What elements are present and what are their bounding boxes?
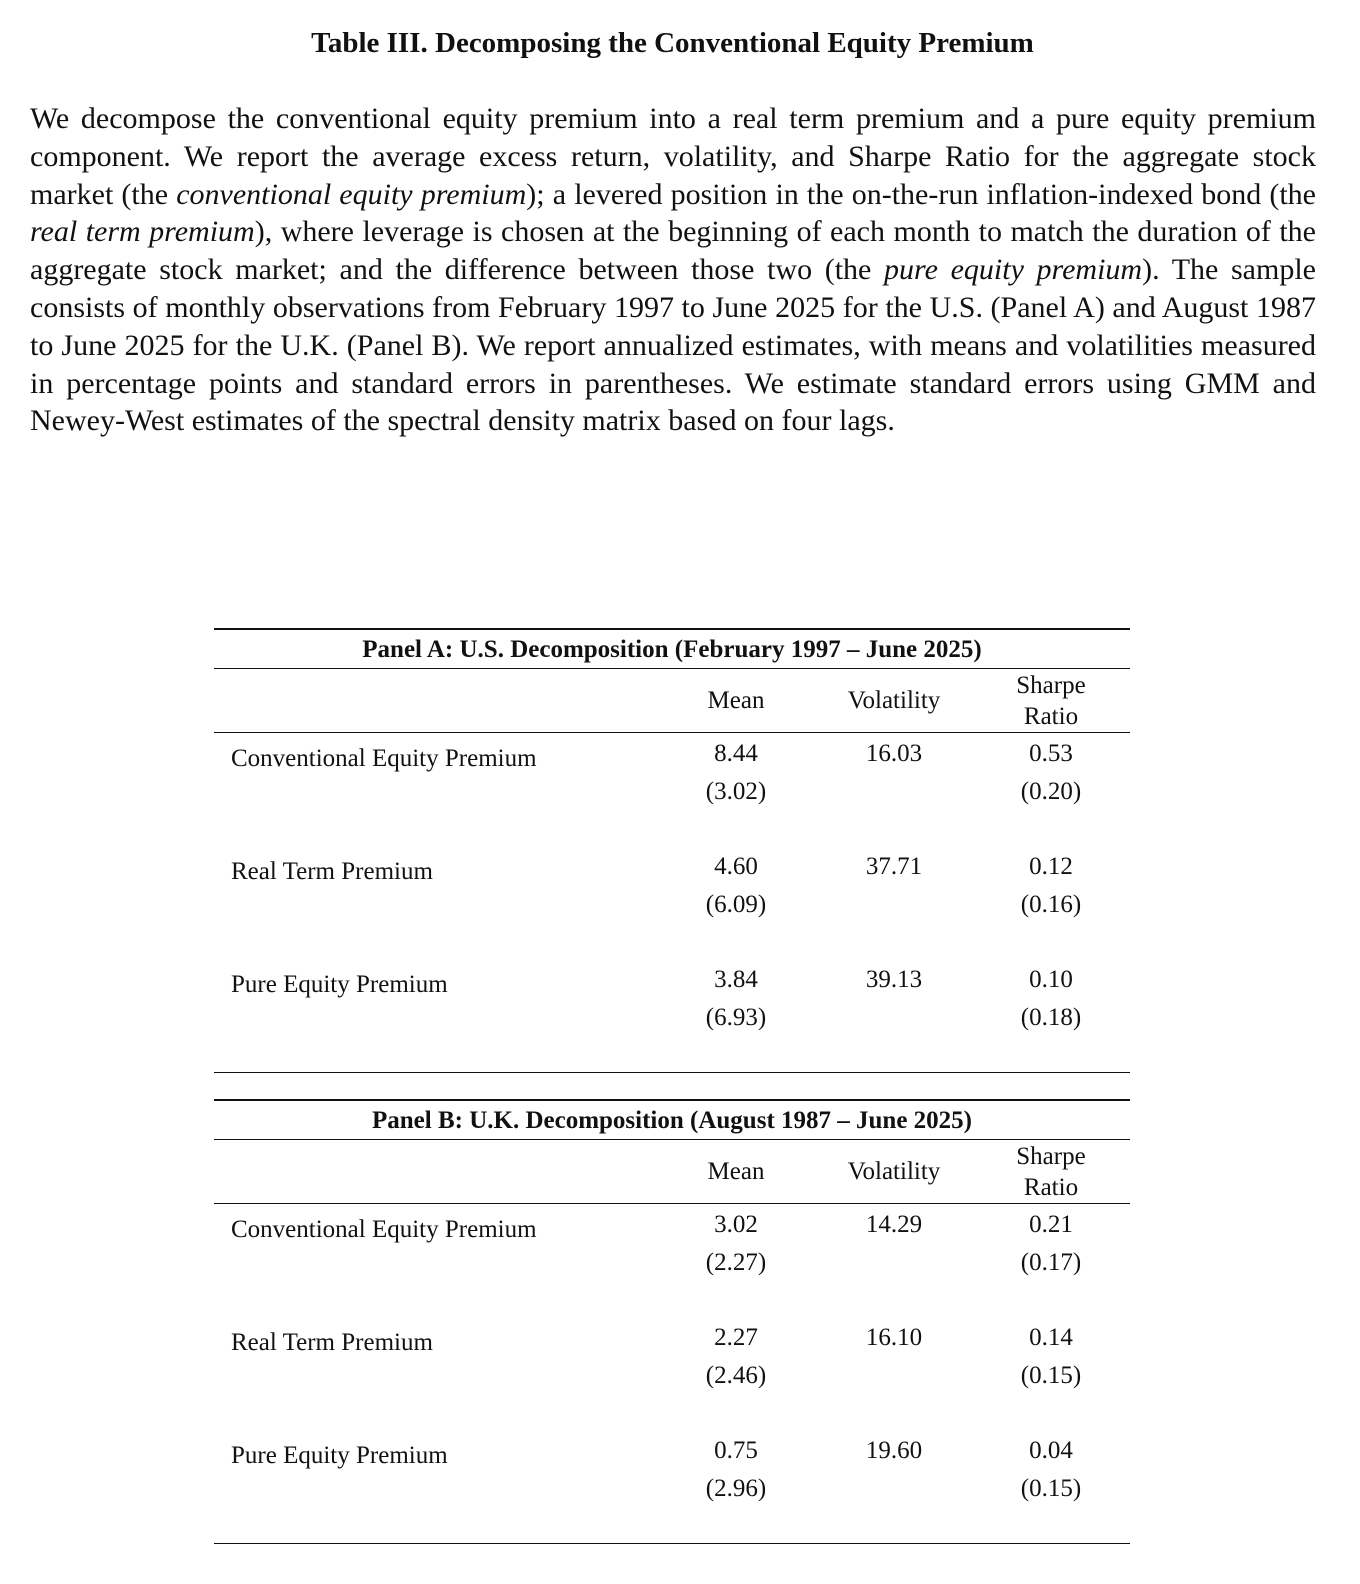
column-header-sharpe-line1: Sharpe: [1016, 672, 1086, 699]
row-label: Conventional Equity Premium: [231, 1216, 537, 1243]
table-body: [214, 1204, 1130, 1544]
sharpe-value: 0.14: [1029, 1324, 1073, 1351]
table-title: Table III. Decomposing the Conventional Equity Premium: [311, 27, 1034, 59]
row-label: Pure Equity Premium: [231, 971, 448, 998]
column-header-sharpe-ratio: [990, 1141, 1112, 1203]
column-header-row: [214, 1140, 1130, 1204]
caption-text: ); a levered position in the on-the-run inflation-indexed bond (the: [526, 177, 1316, 211]
volatility-value: 16.03: [865, 740, 923, 767]
mean-value: 3.84: [714, 966, 758, 993]
sharpe-standard-error: (0.20): [1020, 778, 1082, 805]
panel-b-table: [214, 1099, 1130, 1544]
table-row: [214, 964, 1130, 1054]
table-row: [214, 1435, 1130, 1525]
column-header-mean: Mean: [707, 1158, 765, 1185]
caption-emphasis: pure equity premium: [884, 253, 1143, 287]
column-header-row: [214, 669, 1130, 733]
sharpe-value: 0.53: [1029, 740, 1073, 767]
mean-standard-error: (2.96): [705, 1475, 767, 1502]
row-label: Pure Equity Premium: [231, 1442, 448, 1469]
volatility-value: 16.10: [865, 1324, 923, 1351]
column-header-sharpe-line1: Sharpe: [1016, 1143, 1086, 1170]
volatility-value: 39.13: [865, 966, 923, 993]
column-header-sharpe-ratio: [990, 670, 1112, 732]
row-label: Conventional Equity Premium: [231, 745, 537, 772]
mean-value: 0.75: [714, 1437, 758, 1464]
volatility-value: 37.71: [865, 853, 923, 880]
sharpe-standard-error: (0.16): [1020, 891, 1082, 918]
column-header-volatility: Volatility: [847, 687, 941, 714]
column-header-volatility: Volatility: [847, 1158, 941, 1185]
sharpe-value: 0.04: [1029, 1437, 1073, 1464]
panel-title: Panel B: U.K. Decomposition (August 1987 – June 2025): [214, 1099, 1130, 1140]
mean-value: 2.27: [714, 1324, 758, 1351]
column-header-mean: Mean: [707, 687, 765, 714]
sharpe-value: 0.10: [1029, 966, 1073, 993]
sharpe-standard-error: (0.17): [1020, 1249, 1082, 1276]
table-row: [214, 1209, 1130, 1299]
mean-value: 4.60: [714, 853, 758, 880]
mean-standard-error: (3.02): [705, 778, 767, 805]
caption-emphasis: conventional equity premium: [176, 177, 527, 211]
caption-text: ). The sample consists of monthly observations from February 1997 to June 2025 for the U.S. (Panel A) and August 1987 to June 2025 for the U.K. (Panel B). We report annualized estimates, with means and volatilities measured in percentage points and standard errors in parentheses. We estimate standard errors using GMM and Newey-West estimates of the spectral density matrix based on four lags.: [30, 253, 1316, 438]
column-header-sharpe-line2: Ratio: [1023, 1174, 1079, 1201]
sharpe-value: 0.12: [1029, 853, 1073, 880]
table-row: [214, 738, 1130, 828]
mean-value: 3.02: [714, 1211, 758, 1238]
table-row: [214, 1322, 1130, 1412]
sharpe-standard-error: (0.15): [1020, 1362, 1082, 1389]
volatility-value: 14.29: [865, 1211, 923, 1238]
sharpe-standard-error: (0.18): [1020, 1004, 1082, 1031]
table-body: [214, 733, 1130, 1073]
panel-title: Panel A: U.S. Decomposition (February 1997 – June 2025): [214, 628, 1130, 669]
table-row: [214, 851, 1130, 941]
caption-text: ), where leverage is chosen at the beginning of each month to match the duration of the aggregate stock market; and the difference between those two (the: [30, 215, 1316, 287]
panel-a-table: [214, 628, 1130, 1073]
column-header-sharpe-line2: Ratio: [1023, 703, 1079, 730]
mean-standard-error: (6.09): [705, 891, 767, 918]
sharpe-value: 0.21: [1029, 1211, 1073, 1238]
volatility-value: 19.60: [865, 1437, 923, 1464]
caption-emphasis: real term premium: [30, 215, 255, 249]
row-label: Real Term Premium: [231, 1329, 433, 1356]
sharpe-standard-error: (0.15): [1020, 1475, 1082, 1502]
mean-value: 8.44: [714, 740, 758, 767]
table-caption: [30, 100, 1316, 440]
mean-standard-error: (6.93): [705, 1004, 767, 1031]
row-label: Real Term Premium: [231, 858, 433, 885]
mean-standard-error: (2.27): [705, 1249, 767, 1276]
mean-standard-error: (2.46): [705, 1362, 767, 1389]
caption-text: We decompose the conventional equity premium into a real term premium and a pure equity premium component. We report the average excess return, volatility, and Sharpe Ratio for the aggregate stock market (the: [30, 102, 1316, 211]
